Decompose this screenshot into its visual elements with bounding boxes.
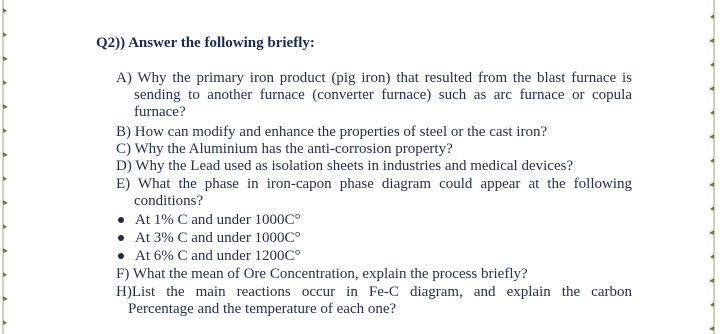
- question-a-line-3: furnace?: [134, 104, 186, 120]
- section-heading: Q2)) Answer the following briefly:: [96, 35, 315, 51]
- question-a-line-2: sending to another furnace (converter furnace) such as arc furnace or copula: [134, 87, 632, 103]
- condition-text: At 3% C and under 1000C°: [135, 230, 301, 246]
- left-decorative-border: [0, 0, 14, 334]
- bullet-icon: [118, 235, 124, 241]
- question-d: D) Why the Lead used as isolation sheets in industries and medical devices?: [116, 158, 574, 174]
- question-f: F) What the mean of Ore Concentration, explain the process briefly?: [116, 266, 528, 282]
- question-h: [116, 284, 632, 318]
- condition-text: At 6% C and under 1200C°: [135, 248, 301, 264]
- question-c: C) Why the Aluminium has the anti-corrosion property?: [116, 141, 453, 157]
- question-e-line-2: conditions?: [134, 193, 204, 209]
- right-border-pattern: [706, 0, 720, 334]
- question-e: [116, 176, 632, 210]
- question-e-line-1: E) What the phase in iron-capon phase diagram could appear at the following: [116, 176, 632, 192]
- right-decorative-border: [706, 0, 720, 334]
- condition-item: [118, 229, 301, 247]
- conditions-list: [118, 211, 301, 265]
- bullet-icon: [118, 253, 124, 259]
- question-h-line-2: Percentage and the temperature of each one?: [128, 301, 397, 317]
- question-a: [116, 70, 632, 121]
- question-a-line-1: A) Why the primary iron product (pig iron) that resulted from the blast furnace is: [116, 70, 632, 86]
- condition-item: [118, 247, 301, 265]
- question-b: B) How can modify and enhance the properties of steel or the cast iron?: [116, 124, 548, 140]
- question-h-line-1: H)List the main reactions occur in Fe-C diagram, and explain the carbon: [116, 284, 632, 300]
- left-border-pattern: [0, 0, 14, 334]
- condition-item: [118, 211, 301, 229]
- condition-text: At 1% C and under 1000C°: [135, 212, 301, 228]
- bullet-icon: [118, 217, 124, 223]
